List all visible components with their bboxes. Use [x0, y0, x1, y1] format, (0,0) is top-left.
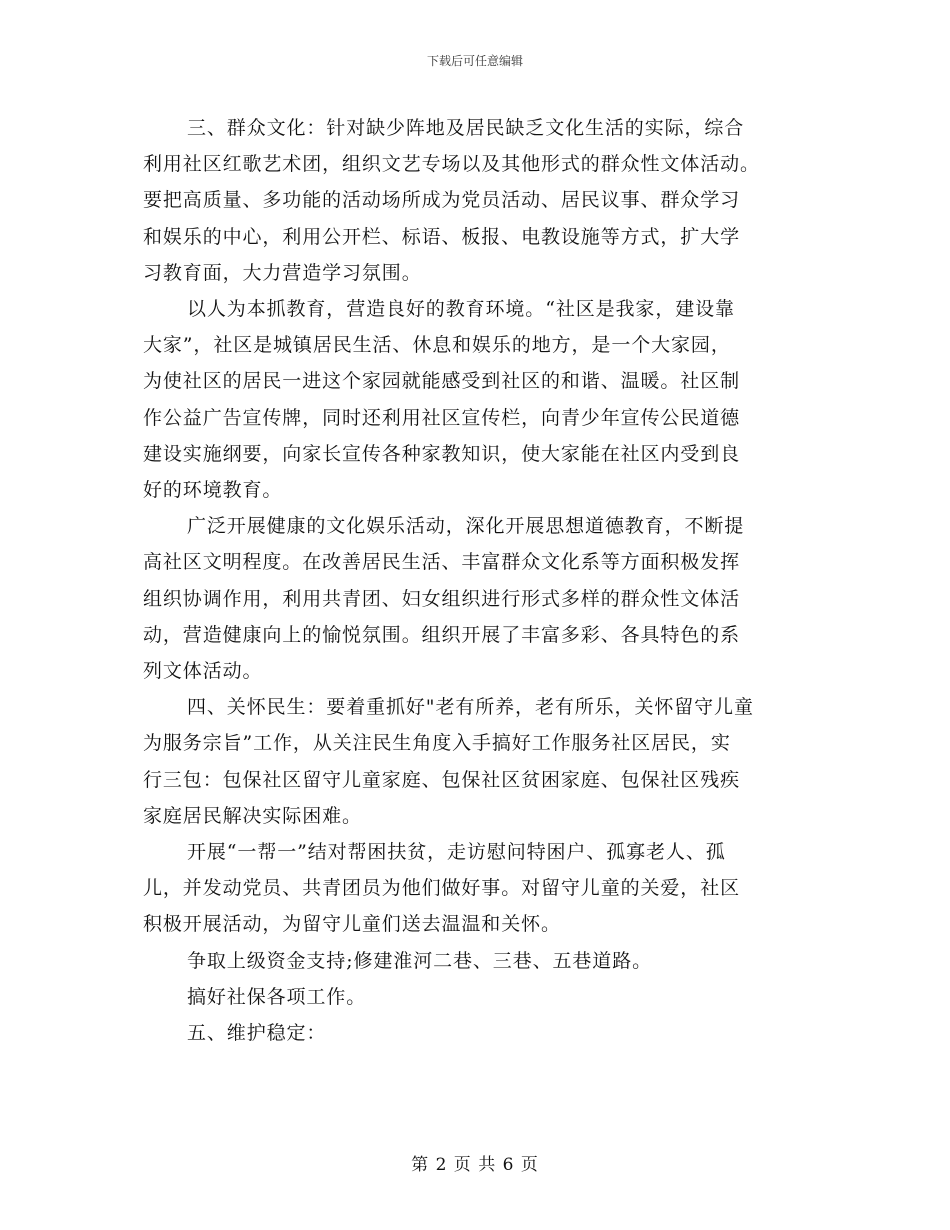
paragraph-line: 争取上级资金支持;修建淮河二巷、三巷、五巷道路。 — [187, 949, 653, 972]
paragraph-line: 组织协调作用，利用共青团、妇女组织进行形式多样的群众性文体活 — [143, 587, 741, 610]
paragraph-line: 为服务宗旨”工作，从关注民生角度入手搞好工作服务社区居民，实 — [143, 732, 731, 755]
page-number-footer: 第 2 页 共 6 页 — [411, 1155, 539, 1175]
paragraph-line: 习教育面，大力营造学习氛围。 — [143, 261, 422, 284]
paragraph-social-security — [143, 979, 807, 1015]
document-body — [143, 110, 807, 1051]
paragraph-line: 建设实施纲要，向家长宣传各种家教知识，使大家能在社区内受到良 — [143, 442, 741, 465]
paragraph-education — [143, 291, 807, 508]
paragraph-line: 作公益广告宣传牌，同时还利用社区宣传栏，向青少年宣传公民道德 — [143, 406, 741, 429]
paragraph-line: 家庭居民解决实际困难。 — [143, 804, 362, 827]
paragraph-line: 五、维护稳定： — [187, 1022, 327, 1045]
paragraph-line: 儿，并发动党员、共青团员为他们做好事。对留守儿童的关爱，社区 — [143, 877, 741, 900]
paragraph-cultural-activities — [143, 508, 807, 689]
paragraph-line: 三、群众文化：针对缺少阵地及居民缺乏文化生活的实际，综合 — [187, 117, 745, 139]
section-heading-stability — [143, 1015, 807, 1051]
paragraph-line: 以人为本抓教育，营造良好的教育环境。“社区是我家，建设靠 — [187, 298, 735, 321]
paragraph-line: 积极开展活动，为留守儿童们送去温温和关怀。 — [143, 913, 561, 936]
paragraph-livelihood — [143, 689, 807, 834]
paragraph-poverty-aid — [143, 834, 807, 943]
paragraph-line: 行三包：包保社区留守儿童家庭、包保社区贫困家庭、包保社区残疾 — [143, 768, 741, 791]
paragraph-line: 动，营造健康向上的愉悦氛围。组织开展了丰富多彩、各具特色的系 — [143, 623, 741, 646]
paragraph-line: 好的环境教育。 — [143, 479, 283, 502]
paragraph-line: 四、关怀民生：要着重抓好"老有所养，老有所乐，关怀留守儿童 — [187, 696, 754, 719]
paragraph-line: 开展“一帮一”结对帮困扶贫，走访慰问特困户、孤寡老人、孤 — [187, 841, 726, 864]
paragraph-line: 广泛开展健康的文化娱乐活动，深化开展思想道德教育，不断提 — [187, 515, 745, 538]
paragraph-line: 列文体活动。 — [143, 660, 263, 683]
paragraph-line: 大家”，社区是城镇居民生活、休息和娱乐的地方，是一个大家园， — [143, 334, 731, 357]
paragraph-mass-culture — [143, 110, 807, 291]
paragraph-funding — [143, 943, 807, 979]
page-header: 下载后可任意编辑 — [426, 54, 523, 68]
paragraph-line: 要把高质量、多功能的活动场所成为党员活动、居民议事、群众学习 — [143, 189, 741, 212]
paragraph-line: 搞好社保各项工作。 — [187, 985, 367, 1008]
paragraph-line: 和娱乐的中心，利用公开栏、标语、板报、电教设施等方式，扩大学 — [143, 225, 741, 248]
paragraph-line: 利用社区红歌艺术团，组织文艺专场以及其他形式的群众性文体活动。 — [143, 153, 760, 176]
paragraph-line: 为使社区的居民一进这个家园就能感受到社区的和谐、温暖。社区制 — [143, 370, 741, 393]
paragraph-line: 高社区文明程度。在改善居民生活、丰富群众文化系等方面积极发挥 — [143, 551, 741, 574]
